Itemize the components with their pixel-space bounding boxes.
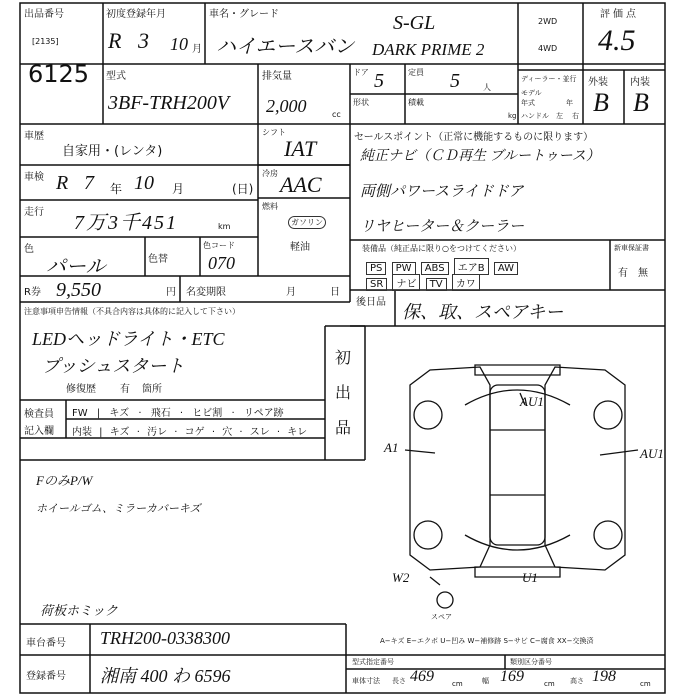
lot-sub-number: [2135] — [32, 37, 59, 46]
after-items-value: 保、取、スペアキー — [402, 302, 564, 322]
model-label: 型式 — [106, 71, 126, 82]
wheel-rear-right — [594, 521, 622, 549]
capacity-unit: 人 — [483, 83, 491, 92]
first-reg-era: R — [108, 28, 122, 53]
repair-unit: 箇所 — [142, 384, 162, 395]
capacity-value: 5 — [450, 70, 460, 92]
dealer-label: ディーラー・並行 — [521, 75, 577, 83]
plate-label: 登録番号 — [26, 671, 66, 682]
category-label: 車歴 — [24, 131, 44, 142]
mark-au1-right: AU1 — [640, 446, 664, 461]
exterior-label: 外装 — [588, 77, 608, 88]
doors-value: 5 — [374, 70, 384, 92]
wheel-front-right — [594, 401, 622, 429]
equip-aw: AW — [494, 262, 518, 275]
car-front-arc — [465, 390, 570, 405]
insp-hole: 穴 — [222, 427, 233, 438]
wheel-front-left — [414, 401, 442, 429]
shaken-label: 車検 — [24, 172, 44, 183]
recycle-label: R券 — [24, 287, 41, 298]
equip-tv: TV — [426, 278, 447, 291]
displacement-label: 排気量 — [262, 71, 292, 82]
capacity-label: 定員 — [408, 68, 424, 77]
equip-ps: PS — [366, 262, 386, 275]
drive-2wd: 2WD — [538, 17, 558, 26]
insp-dirt: 汚レ — [147, 427, 168, 438]
equip-navi: ナビ — [392, 274, 420, 291]
sales-line-3: リヤヒーター＆クーラー — [360, 219, 525, 235]
score-label: 評価点 — [600, 9, 639, 20]
chassis-value: TRH200-0338300 — [100, 628, 230, 648]
car-name: ハイエースバン — [216, 36, 355, 58]
shaken-month: 10 — [134, 172, 154, 194]
car-left-side — [410, 367, 490, 570]
first-reg-year: 3 — [138, 28, 149, 53]
first-reg-label: 初度登録年月 — [106, 9, 166, 20]
inspector-memo-1: FのみP/W — [36, 473, 93, 488]
drive-4wd: 4WD — [538, 44, 558, 53]
model-spec-label: 型式指定番号 — [352, 658, 394, 666]
name-change-month: 月 — [286, 287, 296, 298]
inspector-memo-3: 荷板ホミック — [40, 603, 118, 618]
spare-label: スペア — [431, 613, 452, 621]
car-right-side — [545, 367, 625, 570]
chassis-label: 車台番号 — [26, 638, 66, 649]
shift-value: IAT — [284, 136, 317, 161]
recycle-value: 9,550 — [56, 279, 101, 301]
score-value: 4.5 — [598, 24, 636, 57]
shift-label: シフト — [262, 128, 286, 137]
length-value: 469 — [410, 668, 434, 685]
inspector-label-2: 記入欄 — [24, 426, 54, 437]
shaken-month-unit: 月 — [172, 182, 185, 196]
plate-value: 湘南 400 わ 6596 — [100, 666, 231, 686]
name-change-day: 日 — [330, 287, 340, 298]
lot-label: 出品番号 — [24, 9, 64, 20]
equip-airbag: エアB — [454, 258, 489, 275]
insp-fw: FW — [72, 408, 88, 419]
inspector-label-1: 検査員 — [24, 409, 54, 420]
first-listing-3: 品 — [335, 418, 352, 437]
insp-scratch: キズ — [109, 408, 130, 419]
car-rear-arc — [465, 535, 570, 550]
sales-line-2: 両側パワースライドドア — [360, 184, 524, 200]
notes-line-2: プッシュスタート — [42, 356, 185, 376]
height-unit: cm — [640, 680, 651, 688]
height-value: 198 — [592, 668, 616, 685]
mark-au1-top: AU1 — [520, 394, 544, 409]
length-unit: cm — [452, 680, 463, 688]
insp-interior: 内装 — [72, 427, 92, 438]
equipment-title: 装備品（純正品に限り○をつけてください） — [362, 244, 521, 253]
name-change-label: 名変期限 — [186, 287, 226, 298]
color-value: パール — [46, 256, 106, 278]
handle-label: ハンドル — [521, 112, 549, 120]
year-unit: 年 — [566, 99, 573, 107]
inspector-memo-2: ホイールゴム、ミラーカバーキズ — [36, 503, 201, 515]
load-label: 積載 — [408, 98, 424, 107]
first-listing-1: 初 — [335, 348, 352, 367]
grade-line-2: DARK PRIME 2 — [372, 40, 485, 59]
mileage-unit: km — [218, 222, 231, 231]
notes-title: 注意事項申告情報（不具合内容は具体的に記入して下さい） — [24, 307, 240, 316]
warranty-no: 無 — [638, 268, 648, 279]
inspector-row-1: FW | キズ · 飛石 · ヒビ割 · リペア跡 — [72, 408, 284, 419]
load-unit: kg — [508, 112, 517, 120]
interior-label: 内装 — [630, 77, 650, 88]
insp-cut: キレ — [287, 427, 308, 438]
mark-u1: U1 — [522, 570, 538, 585]
grade-line-1: S-GL — [393, 12, 436, 34]
lot-number: 6125 — [28, 60, 90, 88]
name-grade-label: 車名・グレード — [209, 9, 279, 20]
ac-label: 冷房 — [262, 169, 278, 178]
sales-title: セールスポイント（正常に機能するものに限ります） — [354, 132, 594, 143]
wheel-rear-left — [414, 521, 442, 549]
equip-sr: SR — [366, 278, 387, 291]
ac-value: AAC — [280, 172, 322, 197]
model-year-label: モデル年式 — [521, 89, 542, 107]
color-code-value: 070 — [208, 253, 235, 273]
displacement-unit: cc — [332, 110, 341, 119]
mark-w2: W2 — [392, 570, 410, 585]
sales-line-1: 純正ナビ（ＣＤ再生 ブルートゥース） — [360, 149, 600, 164]
shaken-year: 7 — [84, 172, 94, 194]
dims-label: 車体寸法 — [352, 677, 380, 685]
class-number-label: 類別区分番号 — [510, 658, 552, 666]
front-bumper — [475, 365, 560, 375]
equip-abs: ABS — [421, 262, 449, 275]
mileage-value: 7万3千451 — [74, 212, 178, 234]
insp-wear: スレ — [249, 427, 270, 438]
fuel-gasoline: ガソリン — [288, 216, 326, 229]
damage-legend: A−キズ E−エクボ U−凹み W−補修跡 S−サビ C−腐食 XX−交換済 — [380, 637, 594, 645]
insp-burn: コゲ — [184, 427, 205, 438]
inspector-row-2: 内装 | キズ · 汚レ · コゲ · 穴 · スレ · キレ — [72, 427, 308, 438]
notes-line-1: LEDヘッドライト・ETC — [32, 329, 225, 349]
interior-grade: B — [633, 88, 649, 117]
mark-a1-left: A1 — [384, 440, 399, 455]
equip-leather: カワ — [452, 274, 480, 291]
shaken-day-unit: (日) — [232, 182, 254, 196]
handle-left: 左 — [556, 112, 563, 120]
displacement-value: 2,000 — [266, 96, 307, 116]
repaint-label: 色替 — [148, 254, 168, 265]
equipment-row-2 — [366, 274, 482, 291]
shaken-era: R — [56, 172, 69, 194]
recycle-unit: 円 — [166, 287, 176, 298]
color-label: 色 — [24, 244, 34, 255]
warranty-yes: 有 — [618, 268, 628, 279]
repair-label: 修復歴 — [66, 384, 96, 395]
insp-chip: 飛石 — [150, 408, 171, 419]
insp-int-scratch: キズ — [109, 427, 130, 438]
first-reg-month: 10 — [170, 34, 188, 54]
car-damage-diagram — [370, 345, 665, 615]
width-label: 幅 — [482, 677, 489, 685]
handle-right: 右 — [572, 112, 579, 120]
warranty-label: 新車保証書 — [614, 244, 649, 252]
repair-value: 有 — [120, 384, 130, 395]
equip-pw: PW — [392, 262, 416, 275]
model-code: 3BF-TRH200V — [108, 92, 230, 114]
category-value: 自家用・(レンタ) — [62, 144, 163, 159]
after-items-label: 後日品 — [356, 297, 386, 308]
equipment-row-1 — [366, 258, 520, 275]
color-code-label: 色コード — [203, 241, 235, 250]
exterior-grade: B — [593, 88, 609, 117]
width-value: 169 — [500, 668, 524, 685]
first-reg-month-unit: 月 — [192, 44, 202, 55]
height-label: 高さ — [570, 677, 584, 685]
insp-repair: リペア跡 — [243, 408, 284, 419]
width-unit: cm — [544, 680, 555, 688]
insp-crack: ヒビ割 — [192, 408, 223, 419]
shaken-year-unit: 年 — [110, 182, 123, 196]
mileage-label: 走行 — [24, 207, 44, 218]
length-label: 長さ — [392, 677, 406, 685]
shape-label: 形状 — [353, 98, 369, 107]
fuel-diesel: 軽油 — [290, 242, 310, 253]
spare-tire — [437, 592, 453, 608]
rear-bumper — [475, 567, 560, 577]
doors-label: ドア — [353, 68, 369, 77]
first-listing-2: 出 — [335, 383, 352, 402]
fuel-label: 燃料 — [262, 202, 278, 211]
